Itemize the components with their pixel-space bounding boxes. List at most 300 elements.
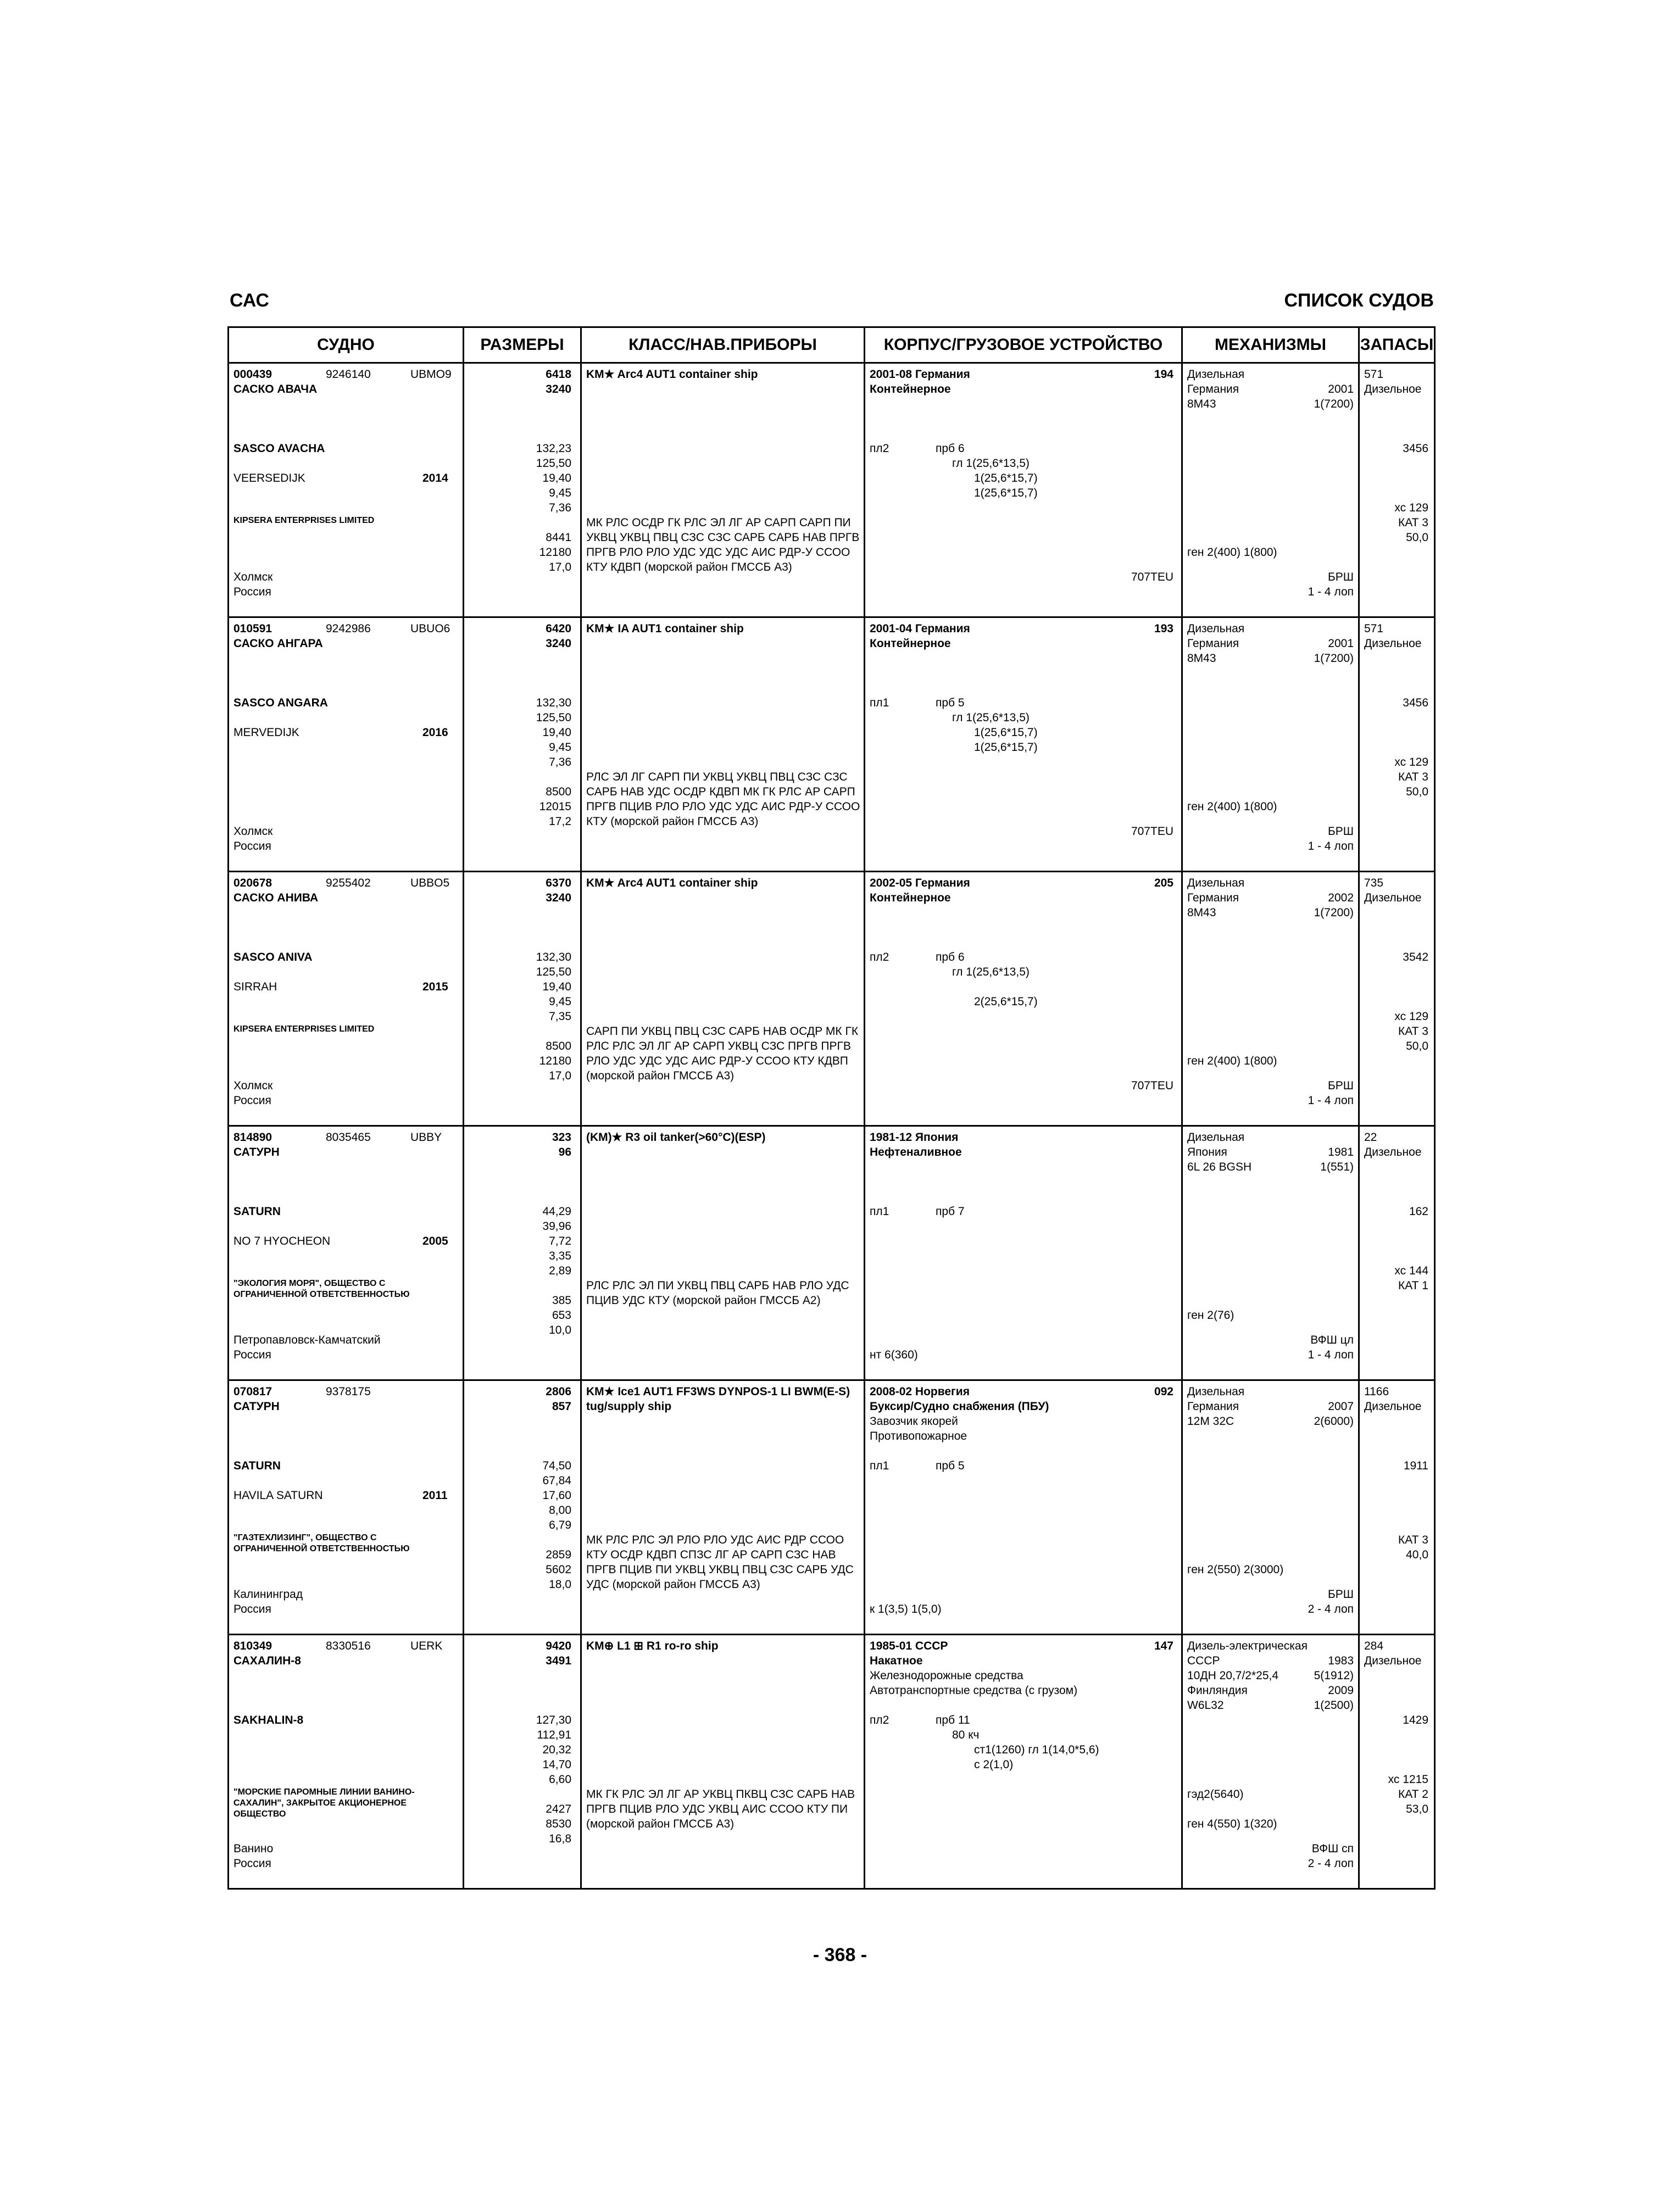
vessel-type: Контейнерное bbox=[870, 892, 951, 904]
bulkheads: прб 11 bbox=[936, 1714, 970, 1726]
stores-cell bbox=[1359, 1635, 1435, 1889]
column-header-stores: ЗАПАСЫ bbox=[1359, 327, 1435, 363]
class-notation: KM★ Arc4 AUT1 container ship bbox=[586, 877, 758, 889]
dimension-value: 5602 bbox=[546, 1563, 571, 1576]
dimension-value: 10,0 bbox=[549, 1324, 571, 1336]
column-header-hull: КОРПУС/ГРУЗОВОЕ УСТРОЙСТВО bbox=[865, 327, 1182, 363]
dimensions-cell bbox=[464, 363, 581, 617]
dimension-value: 3491 bbox=[546, 1654, 571, 1667]
build-year: 2011 bbox=[422, 1489, 448, 1502]
engine-year: 2002 bbox=[1328, 892, 1354, 904]
engine-type: Дизельная bbox=[1187, 877, 1245, 889]
dimensions-cell bbox=[464, 617, 581, 872]
engine-country: СССР bbox=[1187, 1654, 1220, 1667]
dimension-value: 18,0 bbox=[549, 1578, 571, 1591]
bulkheads: прб 6 bbox=[936, 442, 965, 455]
vessel-type-3: Противопожарное bbox=[870, 1430, 967, 1442]
dimension-value: 12015 bbox=[539, 800, 571, 813]
fuel-type: Дизельное bbox=[1364, 1400, 1422, 1413]
holds: пл2 bbox=[870, 951, 889, 963]
refrigerator: хс 144 bbox=[1394, 1264, 1428, 1277]
propeller-type: БРШ bbox=[1327, 825, 1354, 838]
dimension-value: 323 bbox=[552, 1131, 571, 1144]
hatch-2: ст1(1260) гл 1(14,0*5,6) bbox=[974, 1743, 1099, 1756]
hull-cell bbox=[865, 617, 1182, 872]
bulkheads: прб 7 bbox=[936, 1205, 965, 1218]
generators: ген 2(400) 1(800) bbox=[1187, 1055, 1277, 1067]
crew-count: 194 bbox=[1154, 368, 1173, 381]
engine-type: Дизельная bbox=[1187, 1385, 1245, 1398]
fuel-capacity: 571 bbox=[1364, 368, 1384, 381]
category: КАТ 3 bbox=[1398, 516, 1428, 529]
dimension-value: 112,91 bbox=[537, 1729, 571, 1741]
vessel-name-ru: САСКО АНГАРА bbox=[233, 637, 323, 650]
engine-year: 1981 bbox=[1328, 1146, 1354, 1158]
built-date-country: 2001-04 Германия bbox=[870, 622, 970, 635]
dimensions-cell bbox=[464, 872, 581, 1126]
dimensions-cell bbox=[464, 1126, 581, 1380]
fuel-type: Дизельное bbox=[1364, 892, 1422, 904]
built-date-country: 1981-12 Япония bbox=[870, 1131, 959, 1144]
propeller-type: БРШ bbox=[1327, 1079, 1354, 1092]
generators: ген 2(400) 1(800) bbox=[1187, 800, 1277, 813]
water-capacity: 162 bbox=[1409, 1205, 1428, 1218]
port-of-registry: Ванино bbox=[233, 1842, 274, 1855]
vessel-name-en: SASCO ANGARA bbox=[233, 697, 328, 709]
reg-number: 020678 bbox=[233, 877, 272, 889]
dimension-value: 96 bbox=[558, 1146, 571, 1158]
hull-cell bbox=[865, 363, 1182, 617]
engine-power: 1(551) bbox=[1320, 1161, 1354, 1173]
machinery-cell bbox=[1182, 363, 1359, 617]
nav-instruments: РЛС РЛС ЭЛ ПИ УКВЦ ПВЦ САРБ НАВ РЛО УДС ПЦИВ УДС КТУ (морской район ГМССБ А2) bbox=[586, 1279, 849, 1307]
vessel-row bbox=[229, 363, 1435, 617]
port-of-registry: Холмск bbox=[233, 1079, 273, 1092]
dimension-value: 12180 bbox=[539, 546, 571, 559]
propeller-type: ВФШ цл bbox=[1310, 1334, 1354, 1346]
vessel-row bbox=[229, 1126, 1435, 1380]
vessel-cell bbox=[229, 1635, 464, 1889]
bulkheads: прб 5 bbox=[936, 1459, 965, 1472]
water-capacity: 3542 bbox=[1403, 951, 1428, 963]
dimension-value: 127,30 bbox=[536, 1714, 571, 1726]
dimensions-cell bbox=[464, 1380, 581, 1635]
vessel-type-2: Завозчик якорей bbox=[870, 1415, 958, 1428]
engine-model: 8M43 bbox=[1187, 906, 1216, 919]
refrigerator: хс 129 bbox=[1394, 502, 1428, 514]
endurance: 40,0 bbox=[1406, 1548, 1428, 1561]
fuel-type: Дизельное bbox=[1364, 1654, 1422, 1667]
engine-model-2: W6L32 bbox=[1187, 1699, 1224, 1712]
class-cell bbox=[581, 363, 865, 617]
water-capacity: 1429 bbox=[1403, 1714, 1428, 1726]
dimension-value: 132,30 bbox=[536, 951, 571, 963]
vessel-cell bbox=[229, 363, 464, 617]
holds: пл2 bbox=[870, 442, 889, 455]
class-notation: KM⊕ L1 ⊞ R1 ro-ro ship bbox=[586, 1640, 719, 1652]
vessel-name-en: SATURN bbox=[233, 1205, 281, 1218]
crew-count: 205 bbox=[1154, 877, 1173, 889]
vessel-name-ru: САТУРН bbox=[233, 1146, 280, 1158]
vessel-row bbox=[229, 1380, 1435, 1635]
hull-cell bbox=[865, 1126, 1182, 1380]
generator-2: гэд2(5640) bbox=[1187, 1788, 1244, 1801]
dimension-value: 2859 bbox=[546, 1548, 571, 1561]
propeller-blades: 2 - 4 лоп bbox=[1308, 1857, 1354, 1870]
category: КАТ 2 bbox=[1398, 1788, 1428, 1801]
vessel-row bbox=[229, 617, 1435, 872]
build-year: 2016 bbox=[422, 726, 448, 739]
engine-country: Германия bbox=[1187, 1400, 1239, 1413]
country: Россия bbox=[233, 1603, 271, 1615]
vessel-cell bbox=[229, 617, 464, 872]
nav-instruments: МК РЛС ОСДР ГК РЛС ЭЛ ЛГ АР САРП САРП ПИ УКВЦ УКВЦ ПВЦ СЗС СЗС САРБ САРБ НАВ ПРГВ ПРГВ РЛО РЛО УДС УДС УДС АИС РДР-У ССОО КТУ КДВП (морской район ГМССБ А3) bbox=[586, 516, 860, 573]
bulkheads: прб 6 bbox=[936, 951, 965, 963]
machinery-cell bbox=[1182, 1126, 1359, 1380]
class-cell bbox=[581, 872, 865, 1126]
vessel-type: Накатное bbox=[870, 1654, 923, 1667]
dimension-value: 8500 bbox=[546, 1040, 571, 1052]
vessel-type-3: Автотранспортные средства (с грузом) bbox=[870, 1684, 1078, 1697]
propeller-blades: 2 - 4 лоп bbox=[1308, 1603, 1354, 1615]
hatch-2: 1(25,6*15,7) bbox=[974, 726, 1038, 739]
owner-name: KIPSERA ENTERPRISES LIMITED bbox=[233, 1024, 375, 1034]
fuel-capacity: 1166 bbox=[1364, 1385, 1389, 1398]
propeller-blades: 1 - 4 лоп bbox=[1308, 1349, 1354, 1361]
engine-year: 2001 bbox=[1328, 383, 1354, 395]
column-header-machinery: МЕХАНИЗМЫ bbox=[1182, 327, 1359, 363]
class-cell bbox=[581, 1126, 865, 1380]
port-of-registry: Калининград bbox=[233, 1588, 303, 1601]
country: Россия bbox=[233, 1094, 271, 1107]
call-sign: UBUO6 bbox=[410, 622, 450, 635]
former-name: VEERSEDIJK bbox=[233, 472, 305, 484]
generators: ген 2(76) bbox=[1187, 1309, 1234, 1322]
dimension-value: 19,40 bbox=[542, 726, 571, 739]
former-name: MERVEDIJK bbox=[233, 726, 299, 739]
dimension-value: 9,45 bbox=[549, 487, 571, 499]
engine-country: Германия bbox=[1187, 637, 1239, 650]
category: КАТ 1 bbox=[1398, 1279, 1428, 1292]
endurance: 50,0 bbox=[1406, 531, 1428, 544]
column-header-class: КЛАСС/НАВ.ПРИБОРЫ bbox=[581, 327, 865, 363]
propeller-blades: 1 - 4 лоп bbox=[1308, 586, 1354, 598]
category: КАТ 3 bbox=[1398, 771, 1428, 783]
dimension-value: 67,84 bbox=[542, 1474, 571, 1487]
call-sign: UBMO9 bbox=[410, 368, 452, 381]
imo-number: 8035465 bbox=[326, 1131, 371, 1144]
vessel-row bbox=[229, 1635, 1435, 1889]
dimension-value: 6420 bbox=[546, 622, 571, 635]
hatch-1: гл 1(25,6*13,5) bbox=[952, 711, 1030, 724]
engine-model: 10ДН 20,7/2*25,4 bbox=[1187, 1669, 1279, 1682]
endurance: 53,0 bbox=[1406, 1803, 1428, 1815]
hatch-3: 1(25,6*15,7) bbox=[974, 487, 1038, 499]
category: КАТ 3 bbox=[1398, 1534, 1428, 1546]
stores-cell bbox=[1359, 1126, 1435, 1380]
machinery-cell bbox=[1182, 1380, 1359, 1635]
class-notation: KM★ Arc4 AUT1 container ship bbox=[586, 368, 758, 381]
dimension-value: 74,50 bbox=[542, 1459, 571, 1472]
fuel-type: Дизельное bbox=[1364, 1146, 1422, 1158]
dimension-value: 3,35 bbox=[549, 1250, 571, 1262]
fuel-capacity: 571 bbox=[1364, 622, 1384, 635]
hatch-3: 2(25,6*15,7) bbox=[974, 995, 1038, 1008]
dimension-value: 39,96 bbox=[542, 1220, 571, 1233]
former-name: SIRRAH bbox=[233, 981, 277, 993]
dimension-value: 8500 bbox=[546, 786, 571, 798]
class-cell bbox=[581, 1380, 865, 1635]
vessel-name-ru: САСКО АВАЧА bbox=[233, 383, 318, 395]
dimension-value: 125,50 bbox=[536, 457, 571, 470]
built-date-country: 2001-08 Германия bbox=[870, 368, 970, 381]
engine-country-2: Финляндия bbox=[1187, 1684, 1248, 1697]
fuel-type: Дизельное bbox=[1364, 637, 1422, 650]
propeller-type: БРШ bbox=[1327, 571, 1354, 583]
dimension-value: 6,60 bbox=[549, 1773, 571, 1786]
engine-power: 1(7200) bbox=[1314, 652, 1354, 665]
hatch-3: с 2(1,0) bbox=[974, 1758, 1014, 1771]
vessel-rows bbox=[229, 363, 1435, 1889]
hatch-2: 1(25,6*15,7) bbox=[974, 472, 1038, 484]
dimension-value: 2,89 bbox=[549, 1264, 571, 1277]
crew-count: 193 bbox=[1154, 622, 1173, 635]
teu-capacity: 707TEU bbox=[1131, 571, 1173, 583]
vessel-cell bbox=[229, 1126, 464, 1380]
dimension-value: 14,70 bbox=[542, 1758, 571, 1771]
vessel-type: Контейнерное bbox=[870, 637, 951, 650]
generators: ген 2(550) 2(3000) bbox=[1187, 1563, 1284, 1576]
header-left: САС bbox=[230, 290, 269, 311]
class-notation: KM★ IA AUT1 container ship bbox=[586, 622, 744, 635]
build-year: 2015 bbox=[422, 981, 448, 993]
dimension-value: 3240 bbox=[546, 892, 571, 904]
owner-name: KIPSERA ENTERPRISES LIMITED bbox=[233, 516, 375, 525]
column-header-dimensions: РАЗМЕРЫ bbox=[464, 327, 581, 363]
owner-name: "ГАЗТЕХЛИЗИНГ", ОБЩЕСТВО С ОГРАНИЧЕННОЙ ОТВЕТСТВЕННОСТЬЮ bbox=[233, 1533, 410, 1553]
dimension-value: 17,60 bbox=[542, 1489, 571, 1502]
dimension-value: 125,50 bbox=[536, 966, 571, 978]
dimension-value: 7,35 bbox=[549, 1010, 571, 1023]
holds: пл2 bbox=[870, 1714, 889, 1726]
imo-number: 9242986 bbox=[326, 622, 371, 635]
dimension-value: 857 bbox=[552, 1400, 571, 1413]
former-name: HAVILA SATURN bbox=[233, 1489, 323, 1502]
engine-model: 6L 26 BGSH bbox=[1187, 1161, 1252, 1173]
class-notation: (KM)★ R3 oil tanker(>60°C)(ESP) bbox=[586, 1131, 766, 1144]
water-capacity: 1911 bbox=[1403, 1459, 1428, 1472]
vessel-name-en: SATURN bbox=[233, 1459, 281, 1472]
vessel-name-en: SAKHALIN-8 bbox=[233, 1714, 304, 1726]
teu-capacity: 707TEU bbox=[1131, 1079, 1173, 1092]
category: КАТ 3 bbox=[1398, 1025, 1428, 1038]
dimension-value: 20,32 bbox=[542, 1743, 571, 1756]
hull-cell bbox=[865, 872, 1182, 1126]
holds: пл1 bbox=[870, 1205, 889, 1218]
dimension-value: 3240 bbox=[546, 637, 571, 650]
nav-instruments: МК РЛС РЛС ЭЛ РЛО РЛО УДС АИС РДР ССОО КТУ ОСДР КДВП СПЗС ЛГ АР САРП СЗС НАВ ПРГВ ПЦИВ ПИ УКВЦ УКВЦ ПВЦ СЗС САРБ УДС УДС (морской район ГМССБ А3) bbox=[586, 1534, 854, 1591]
vessel-cell bbox=[229, 872, 464, 1126]
built-date-country: 2002-05 Германия bbox=[870, 877, 970, 889]
nav-instruments: МК ГК РЛС ЭЛ ЛГ АР УКВЦ ПКВЦ СЗС САРБ НАВ ПРГВ ПЦИВ РЛО УДС УКВЦ АИС ССОО КТУ ПИ (морской район ГМССБ А3) bbox=[586, 1788, 855, 1830]
refrigerator: хс 129 bbox=[1394, 1010, 1428, 1023]
dimension-value: 19,40 bbox=[542, 472, 571, 484]
fuel-type: Дизельное bbox=[1364, 383, 1422, 395]
vessel-type: Контейнерное bbox=[870, 383, 951, 395]
engine-type: Дизель-электрическая bbox=[1187, 1640, 1308, 1652]
propeller-type: БРШ bbox=[1327, 1588, 1354, 1601]
holds: пл1 bbox=[870, 697, 889, 709]
crew-count: 147 bbox=[1154, 1640, 1173, 1652]
dimension-value: 8,00 bbox=[549, 1504, 571, 1517]
engine-power: 2(6000) bbox=[1314, 1415, 1354, 1428]
built-date-country: 1985-01 СССР bbox=[870, 1640, 948, 1652]
vessel-type-2: Железнодорожные средства bbox=[870, 1669, 1023, 1682]
engine-country: Германия bbox=[1187, 892, 1239, 904]
hull-cell bbox=[865, 1380, 1182, 1635]
dimension-value: 7,36 bbox=[549, 502, 571, 514]
water-capacity: 3456 bbox=[1403, 442, 1428, 455]
engine-year: 2007 bbox=[1328, 1400, 1354, 1413]
engine-type: Дизельная bbox=[1187, 622, 1245, 635]
dimension-value: 19,40 bbox=[542, 981, 571, 993]
page-number: - 368 - bbox=[813, 1945, 867, 1965]
reg-number: 010591 bbox=[233, 622, 272, 635]
machinery-cell bbox=[1182, 1635, 1359, 1889]
engine-country: Япония bbox=[1187, 1146, 1227, 1158]
imo-number: 8330516 bbox=[326, 1640, 371, 1652]
endurance: 50,0 bbox=[1406, 786, 1428, 798]
reg-number: 810349 bbox=[233, 1640, 272, 1652]
engine-year: 1983 bbox=[1328, 1654, 1354, 1667]
dimension-value: 12180 bbox=[539, 1055, 571, 1067]
bulkheads: прб 5 bbox=[936, 697, 965, 709]
generators: ген 2(400) 1(800) bbox=[1187, 546, 1277, 559]
holds: пл1 bbox=[870, 1459, 889, 1472]
port-of-registry: Петропавловск-Камчатский bbox=[233, 1334, 381, 1346]
dimensions-cell bbox=[464, 1635, 581, 1889]
propeller-type: ВФШ сп bbox=[1311, 1842, 1354, 1855]
header-right: СПИСОК СУДОВ bbox=[1284, 290, 1434, 311]
owner-name: "МОРСКИЕ ПАРОМНЫЕ ЛИНИИ ВАНИНО-САХАЛИН", ЗАКРЫТОЕ АКЦИОНЕРНОЕ ОБЩЕСТВО bbox=[233, 1787, 415, 1819]
call-sign: UERK bbox=[410, 1640, 443, 1652]
column-header-vessel: СУДНО bbox=[229, 327, 464, 363]
dimension-value: 3240 bbox=[546, 383, 571, 395]
engine-type: Дизельная bbox=[1187, 368, 1245, 381]
imo-number: 9378175 bbox=[326, 1385, 371, 1398]
dimension-value: 132,23 bbox=[536, 442, 571, 455]
engine-power: 5(1912) bbox=[1314, 1669, 1354, 1682]
reg-number: 814890 bbox=[233, 1131, 272, 1144]
dimension-value: 17,0 bbox=[549, 1069, 571, 1082]
dimension-value: 7,36 bbox=[549, 756, 571, 768]
country: Россия bbox=[233, 1349, 271, 1361]
country: Россия bbox=[233, 840, 271, 853]
hatch-1: гл 1(25,6*13,5) bbox=[952, 457, 1030, 470]
water-capacity: 3456 bbox=[1403, 697, 1428, 709]
dimension-value: 132,30 bbox=[536, 697, 571, 709]
vessel-register-table bbox=[227, 326, 1436, 1890]
build-year: 2005 bbox=[422, 1235, 448, 1247]
engine-power: 1(7200) bbox=[1314, 398, 1354, 410]
dimension-value: 16,8 bbox=[549, 1832, 571, 1845]
machinery-cell bbox=[1182, 872, 1359, 1126]
hatch-1: гл 1(25,6*13,5) bbox=[952, 966, 1030, 978]
dimension-value: 385 bbox=[552, 1294, 571, 1307]
hatch-1: 80 кч bbox=[952, 1729, 980, 1741]
dimension-value: 8441 bbox=[546, 531, 571, 544]
dimension-value: 8530 bbox=[546, 1818, 571, 1830]
propeller-blades: 1 - 4 лоп bbox=[1308, 840, 1354, 853]
nav-instruments: САРП ПИ УКВЦ ПВЦ СЗС САРБ НАВ ОСДР МК ГК РЛС РЛС ЭЛ ЛГ АР САРП УКВЦ СЗС ПРГВ ПРГВ РЛО УДС УДС УДС АИС РДР-У ССОО КТУ КДВП (морской район ГМССБ А3) bbox=[586, 1025, 859, 1082]
teu-capacity: 707TEU bbox=[1131, 825, 1173, 838]
class-notation: KM★ Ice1 AUT1 FF3WS DYNPOS-1 LI BWM(E-S) tug/supply ship bbox=[586, 1385, 850, 1413]
port-of-registry: Холмск bbox=[233, 825, 273, 838]
vessel-type: Нефтеналивное bbox=[870, 1146, 962, 1158]
vessel-name-ru: САТУРН bbox=[233, 1400, 280, 1413]
vessel-name-ru: САХАЛИН-8 bbox=[233, 1654, 301, 1667]
misc-equipment: к 1(3,5) 1(5,0) bbox=[870, 1603, 942, 1615]
dimension-value: 2427 bbox=[546, 1803, 571, 1815]
vessel-type: Буксир/Судно снабжения (ПБУ) bbox=[870, 1400, 1049, 1413]
country: Россия bbox=[233, 1857, 271, 1870]
reg-number: 000439 bbox=[233, 368, 272, 381]
stores-cell bbox=[1359, 363, 1435, 617]
dimension-value: 9,45 bbox=[549, 995, 571, 1008]
hull-cell bbox=[865, 1635, 1182, 1889]
vessel-name-ru: САСКО АНИВА bbox=[233, 892, 319, 904]
engine-power: 1(7200) bbox=[1314, 906, 1354, 919]
dimension-value: 9420 bbox=[546, 1640, 571, 1652]
engine-year: 2001 bbox=[1328, 637, 1354, 650]
misc-equipment: нт 6(360) bbox=[870, 1349, 918, 1361]
dimension-value: 9,45 bbox=[549, 741, 571, 754]
stores-cell bbox=[1359, 1380, 1435, 1635]
generators: ген 4(550) 1(320) bbox=[1187, 1818, 1277, 1830]
refrigerator: хс 1215 bbox=[1388, 1773, 1428, 1786]
dimension-value: 125,50 bbox=[536, 711, 571, 724]
call-sign: UBBY bbox=[410, 1131, 442, 1144]
reg-number: 070817 bbox=[233, 1385, 272, 1398]
dimension-value: 44,29 bbox=[542, 1205, 571, 1218]
dimension-value: 17,0 bbox=[549, 561, 571, 573]
endurance: 50,0 bbox=[1406, 1040, 1428, 1052]
dimension-value: 2806 bbox=[546, 1385, 571, 1398]
engine-type: Дизельная bbox=[1187, 1131, 1245, 1144]
imo-number: 9246140 bbox=[326, 368, 371, 381]
engine-model: 12M 32C bbox=[1187, 1415, 1234, 1428]
country: Россия bbox=[233, 586, 271, 598]
crew-count: 092 bbox=[1154, 1385, 1173, 1398]
vessel-name-en: SASCO AVACHA bbox=[233, 442, 325, 455]
vessel-row bbox=[229, 872, 1435, 1126]
engine-year-2: 2009 bbox=[1328, 1684, 1354, 1697]
vessel-cell bbox=[229, 1380, 464, 1635]
former-name: NO 7 HYOCHEON bbox=[233, 1235, 331, 1247]
imo-number: 9255402 bbox=[326, 877, 371, 889]
fuel-capacity: 284 bbox=[1364, 1640, 1384, 1652]
fuel-capacity: 735 bbox=[1364, 877, 1384, 889]
propeller-blades: 1 - 4 лоп bbox=[1308, 1094, 1354, 1107]
dimension-value: 6418 bbox=[546, 368, 571, 381]
hatch-3: 1(25,6*15,7) bbox=[974, 741, 1038, 754]
dimension-value: 6370 bbox=[546, 877, 571, 889]
engine-model: 8M43 bbox=[1187, 652, 1216, 665]
refrigerator: хс 129 bbox=[1394, 756, 1428, 768]
vessel-name-en: SASCO ANIVA bbox=[233, 951, 313, 963]
build-year: 2014 bbox=[422, 472, 448, 484]
built-date-country: 2008-02 Норвегия bbox=[870, 1385, 970, 1398]
